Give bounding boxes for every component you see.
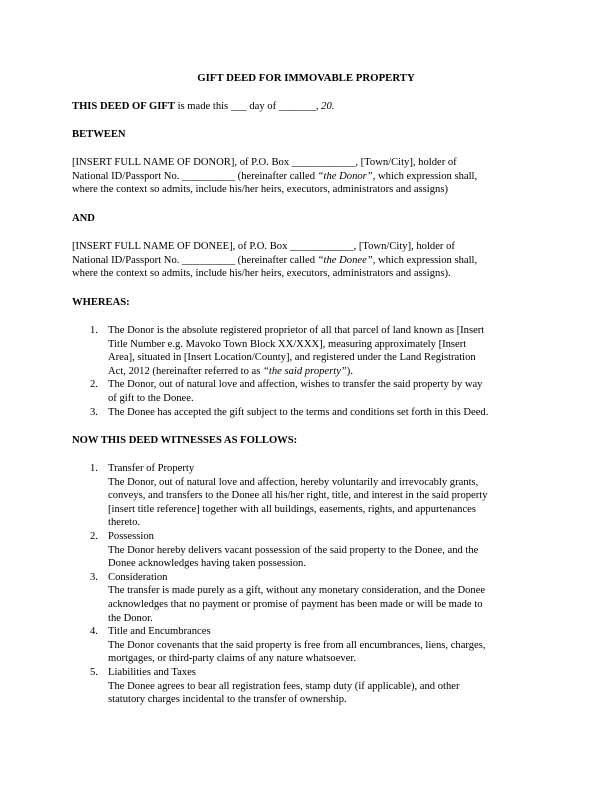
list-text-segment: Act, 2012 (hereinafter referred to as — [108, 365, 264, 377]
list-text-line: mortgages, or third-party claims of any nature whatsoever. — [108, 653, 356, 665]
list-item — [90, 625, 542, 666]
intro-text: is made this ___ day of _______, — [174, 101, 322, 112]
donee-line-1: [INSERT FULL NAME OF DONEE], of P.O. Box ____________, [Town/City], holder of — [72, 241, 455, 252]
list-item — [90, 666, 542, 707]
donee-paragraph — [72, 240, 542, 281]
donee-line-2a: National ID/Passport No. __________ (hereinafter called — [72, 254, 318, 266]
list-number: 3. — [90, 406, 98, 418]
donor-line-2a: National ID/Passport No. __________ (hereinafter called — [72, 170, 318, 182]
list-text-line: Title Number e.g. Mavoko Town Block XX/XXX], measuring approximately [Insert — [108, 338, 467, 350]
list-text-line: Donee acknowledges having taken possession. — [108, 558, 306, 570]
donor-line-1: [INSERT FULL NAME OF DONOR], of P.O. Box ____________, [Town/City], holder of — [72, 157, 457, 168]
witnesses-list — [90, 462, 542, 707]
list-item — [90, 378, 542, 405]
whereas-heading: WHEREAS: — [72, 297, 130, 308]
list-text-line: The Donor, out of natural love and affection, hereby voluntarily and irrevocably grants, — [108, 476, 479, 488]
document-title: GIFT DEED FOR IMMOVABLE PROPERTY — [197, 72, 415, 84]
list-text-line: the Donor. — [108, 612, 153, 624]
clause-heading: Possession — [108, 530, 154, 542]
list-text-line: thereto. — [108, 517, 141, 529]
list-number: 2. — [90, 530, 98, 542]
witnesses-heading: NOW THIS DEED WITNESSES AS FOLLOWS: — [72, 435, 298, 446]
list-text-line: Area], situated in [Insert Location/County], and registered under the Land Registration — [108, 352, 476, 364]
whereas-list — [90, 324, 542, 419]
donor-line-2 — [72, 170, 542, 184]
intro-paragraph — [72, 100, 542, 114]
list-text-line: of gift to the Donee. — [108, 392, 194, 404]
list-text-line: The Donor, out of natural love and affection, wishes to transfer the said property by way — [108, 379, 483, 391]
list-number: 2. — [90, 379, 98, 391]
and-heading: AND — [72, 213, 95, 224]
list-number: 4. — [90, 626, 98, 638]
list-text-line: The Donor hereby delivers vacant possession of the said property to the Donee, and the — [108, 544, 479, 556]
intro-bold: THIS DEED OF GIFT — [72, 101, 175, 112]
intro-year: 20. — [321, 101, 335, 112]
list-item — [90, 530, 542, 571]
list-text-line: The Donee agrees to bear all registration fees, stamp duty (if applicable), and other — [108, 680, 460, 692]
list-text-line: The Donee has accepted the gift subject to the terms and conditions set forth in this Deed. — [108, 406, 489, 418]
list-text-line: conveys, and transfers to the Donee all his/her right, title, and interest in the said property — [108, 490, 488, 502]
list-text-segment: ). — [346, 365, 353, 377]
between-heading: BETWEEN — [72, 129, 126, 140]
list-item — [90, 324, 542, 378]
donee-line-2c: , which expression shall, — [372, 254, 478, 266]
defined-term: “the said property” — [263, 365, 347, 377]
list-number: 3. — [90, 571, 98, 583]
donor-paragraph — [72, 156, 542, 197]
list-item — [90, 571, 542, 625]
donor-defined-term: “the Donor” — [317, 170, 373, 182]
list-text-line: acknowledges that no payment or promise of payment has been made or will be made to — [108, 598, 483, 610]
list-text-line: The transfer is made purely as a gift, without any monetary consideration, and the Donee — [108, 585, 486, 597]
donee-line-2 — [72, 254, 542, 268]
clause-heading: Transfer of Property — [108, 463, 195, 474]
list-text-line: [insert title reference] together with all buildings, easements, rights, and appurtenances — [108, 503, 477, 515]
list-text-line — [108, 365, 542, 379]
list-text-line: The Donor covenants that the said property is free from all encumbrances, liens, charges, — [108, 639, 486, 651]
list-number: 5. — [90, 666, 98, 678]
clause-heading: Consideration — [108, 571, 168, 583]
list-number: 1. — [90, 463, 98, 474]
list-item — [90, 462, 542, 530]
donee-line-3: where the context so admits, include his/her heirs, executors, administrators and assigns). — [72, 268, 451, 280]
donee-defined-term: “the Donee” — [317, 254, 373, 266]
donor-line-2c: , which expression shall, — [372, 170, 478, 182]
clause-heading: Liabilities and Taxes — [108, 666, 196, 678]
donor-line-3: where the context so admits, include his/her heirs, executors, administrators and assigns) — [72, 184, 448, 196]
list-number: 1. — [90, 325, 98, 336]
list-item — [90, 406, 542, 420]
list-text-line: statutory charges incidental to the transfer of ownership. — [108, 694, 347, 706]
list-text-line: The Donor is the absolute registered proprietor of all that parcel of land known as [Insert — [108, 325, 485, 336]
clause-heading: Title and Encumbrances — [108, 626, 211, 638]
